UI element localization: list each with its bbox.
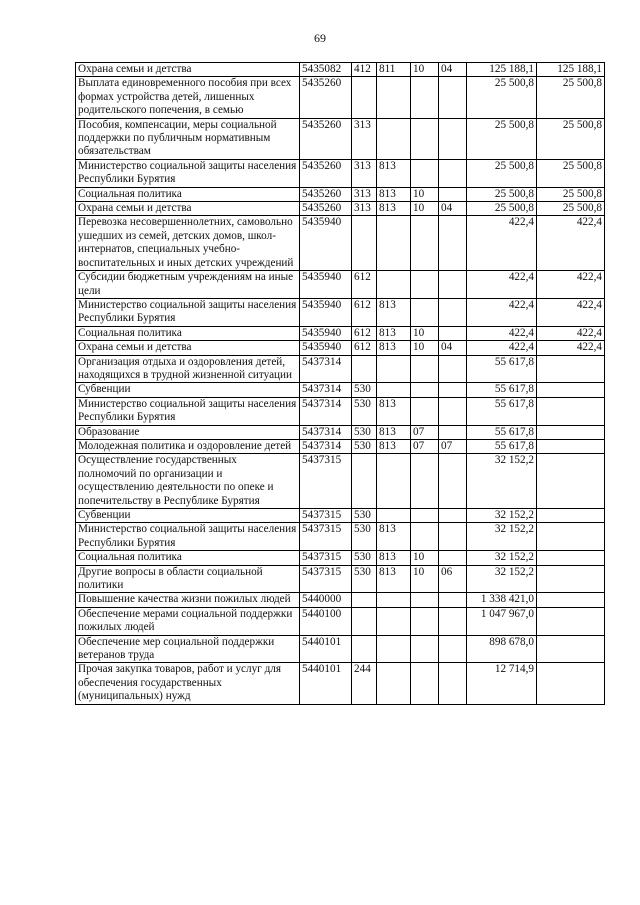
section-cell (411, 118, 439, 159)
subsection-cell (439, 509, 467, 523)
amount-1-cell: 55 617,8 (467, 383, 537, 397)
item-name-cell: Социальная политика (76, 326, 300, 340)
department-cell: 813 (377, 187, 411, 201)
department-cell (377, 635, 411, 663)
subsection-cell: 04 (439, 341, 467, 355)
amount-1-cell: 12 714,9 (467, 663, 537, 704)
amount-1-cell: 55 617,8 (467, 439, 537, 453)
amount-2-cell (537, 439, 605, 453)
table-row (76, 607, 605, 635)
section-cell: 10 (411, 202, 439, 216)
target-code-cell: 5435260 (300, 187, 352, 201)
section-cell: 10 (411, 63, 439, 77)
item-name-cell: Перевозка несовершеннолетних, самовольно ушедших из семей, детских домов, школ-интернатов, специальных учебно-воспитательных и иных детских учреждений (76, 216, 300, 271)
item-name-cell: Социальная политика (76, 187, 300, 201)
department-cell: 813 (377, 523, 411, 551)
expense-type-cell: 244 (352, 663, 377, 704)
department-cell: 813 (377, 439, 411, 453)
item-name-cell: Организация отдыха и оздоровления детей, находящихся в трудной жизненной ситуации (76, 355, 300, 383)
target-code-cell: 5437315 (300, 565, 352, 593)
target-code-cell: 5435260 (300, 118, 352, 159)
amount-2-cell (537, 565, 605, 593)
amount-1-cell: 55 617,8 (467, 355, 537, 383)
subsection-cell (439, 271, 467, 299)
amount-1-cell: 32 152,2 (467, 454, 537, 509)
section-cell (411, 593, 439, 607)
item-name-cell: Осуществление государственных полномочий по организации и осуществлению деятельности по опеке и попечительству в Республике Бурятия (76, 454, 300, 509)
item-name-cell: Субсидии бюджетным учреждениям на иные цели (76, 271, 300, 299)
expense-type-cell: 530 (352, 397, 377, 425)
amount-2-cell: 25 500,8 (537, 118, 605, 159)
amount-2-cell: 422,4 (537, 341, 605, 355)
section-cell (411, 397, 439, 425)
target-code-cell: 5437314 (300, 397, 352, 425)
page-number: 69 (314, 31, 326, 45)
amount-2-cell: 25 500,8 (537, 187, 605, 201)
department-cell: 813 (377, 298, 411, 326)
amount-1-cell: 125 188,1 (467, 63, 537, 77)
budget-table (75, 62, 605, 705)
amount-2-cell: 422,4 (537, 216, 605, 271)
expense-type-cell: 313 (352, 159, 377, 187)
table-body (76, 63, 605, 705)
department-cell: 813 (377, 551, 411, 565)
amount-1-cell: 25 500,8 (467, 118, 537, 159)
amount-1-cell: 55 617,8 (467, 397, 537, 425)
amount-2-cell (537, 663, 605, 704)
department-cell: 811 (377, 63, 411, 77)
amount-1-cell: 25 500,8 (467, 187, 537, 201)
item-name-cell: Субвенции (76, 509, 300, 523)
amount-2-cell: 422,4 (537, 271, 605, 299)
department-cell (377, 118, 411, 159)
table-row (76, 439, 605, 453)
subsection-cell (439, 118, 467, 159)
section-cell (411, 298, 439, 326)
amount-2-cell: 422,4 (537, 298, 605, 326)
department-cell: 813 (377, 341, 411, 355)
target-code-cell: 5435260 (300, 159, 352, 187)
subsection-cell (439, 77, 467, 118)
table-row (76, 118, 605, 159)
section-cell: 10 (411, 565, 439, 593)
amount-1-cell: 422,4 (467, 326, 537, 340)
target-code-cell: 5435940 (300, 341, 352, 355)
amount-2-cell: 25 500,8 (537, 77, 605, 118)
subsection-cell (439, 663, 467, 704)
expense-type-cell: 313 (352, 118, 377, 159)
item-name-cell: Социальная политика (76, 551, 300, 565)
subsection-cell (439, 355, 467, 383)
table-row (76, 355, 605, 383)
subsection-cell (439, 216, 467, 271)
amount-2-cell: 422,4 (537, 326, 605, 340)
department-cell (377, 454, 411, 509)
table-row (76, 523, 605, 551)
amount-2-cell (537, 355, 605, 383)
subsection-cell: 06 (439, 565, 467, 593)
expense-type-cell (352, 77, 377, 118)
amount-2-cell (537, 454, 605, 509)
table-row (76, 593, 605, 607)
amount-2-cell: 25 500,8 (537, 159, 605, 187)
table-row (76, 271, 605, 299)
target-code-cell: 5440100 (300, 607, 352, 635)
item-name-cell: Министерство социальной защиты населения Республики Бурятия (76, 397, 300, 425)
subsection-cell (439, 607, 467, 635)
expense-type-cell (352, 355, 377, 383)
amount-1-cell: 1 338 421,0 (467, 593, 537, 607)
amount-2-cell (537, 523, 605, 551)
department-cell (377, 77, 411, 118)
section-cell (411, 454, 439, 509)
amount-1-cell: 1 047 967,0 (467, 607, 537, 635)
subsection-cell (439, 454, 467, 509)
subsection-cell: 07 (439, 439, 467, 453)
item-name-cell: Обеспечение мер социальной поддержки ветеранов труда (76, 635, 300, 663)
amount-1-cell: 422,4 (467, 271, 537, 299)
subsection-cell (439, 187, 467, 201)
item-name-cell: Охрана семьи и детства (76, 202, 300, 216)
table-row (76, 341, 605, 355)
amount-1-cell: 32 152,2 (467, 523, 537, 551)
table-row (76, 202, 605, 216)
target-code-cell: 5435940 (300, 326, 352, 340)
amount-2-cell (537, 425, 605, 439)
target-code-cell: 5435940 (300, 216, 352, 271)
table-row (76, 298, 605, 326)
table-row (76, 77, 605, 118)
subsection-cell (439, 635, 467, 663)
amount-2-cell: 125 188,1 (537, 63, 605, 77)
target-code-cell: 5437315 (300, 509, 352, 523)
table-row (76, 63, 605, 77)
section-cell (411, 523, 439, 551)
amount-1-cell: 32 152,2 (467, 565, 537, 593)
subsection-cell (439, 593, 467, 607)
item-name-cell: Повышение качества жизни пожилых людей (76, 593, 300, 607)
section-cell: 07 (411, 439, 439, 453)
expense-type-cell: 612 (352, 298, 377, 326)
table-row (76, 509, 605, 523)
section-cell (411, 635, 439, 663)
expense-type-cell: 530 (352, 425, 377, 439)
department-cell: 813 (377, 326, 411, 340)
department-cell: 813 (377, 159, 411, 187)
department-cell (377, 593, 411, 607)
table-row (76, 663, 605, 704)
subsection-cell (439, 425, 467, 439)
subsection-cell (439, 326, 467, 340)
target-code-cell: 5435082 (300, 63, 352, 77)
expense-type-cell: 612 (352, 326, 377, 340)
item-name-cell: Министерство социальной защиты населения Республики Бурятия (76, 159, 300, 187)
table-row (76, 635, 605, 663)
amount-1-cell: 32 152,2 (467, 509, 537, 523)
item-name-cell: Выплата единовременного пособия при всех формах устройства детей, лишенных родительского попечения, в семью (76, 77, 300, 118)
amount-1-cell: 422,4 (467, 341, 537, 355)
table-row (76, 454, 605, 509)
table-row (76, 326, 605, 340)
department-cell: 813 (377, 565, 411, 593)
item-name-cell: Молодежная политика и оздоровление детей (76, 439, 300, 453)
table-row (76, 159, 605, 187)
target-code-cell: 5437315 (300, 523, 352, 551)
amount-1-cell: 55 617,8 (467, 425, 537, 439)
target-code-cell: 5437315 (300, 454, 352, 509)
target-code-cell: 5440000 (300, 593, 352, 607)
section-cell (411, 271, 439, 299)
table-row (76, 397, 605, 425)
section-cell (411, 77, 439, 118)
amount-1-cell: 422,4 (467, 216, 537, 271)
department-cell (377, 271, 411, 299)
item-name-cell: Обеспечение мерами социальной поддержки пожилых людей (76, 607, 300, 635)
department-cell: 813 (377, 397, 411, 425)
item-name-cell: Субвенции (76, 383, 300, 397)
amount-2-cell (537, 551, 605, 565)
expense-type-cell (352, 607, 377, 635)
section-cell (411, 355, 439, 383)
target-code-cell: 5437315 (300, 551, 352, 565)
amount-1-cell: 32 152,2 (467, 551, 537, 565)
target-code-cell: 5435940 (300, 271, 352, 299)
amount-1-cell: 898 678,0 (467, 635, 537, 663)
target-code-cell: 5437314 (300, 355, 352, 383)
section-cell: 07 (411, 425, 439, 439)
amount-1-cell: 422,4 (467, 298, 537, 326)
table-row (76, 216, 605, 271)
department-cell: 813 (377, 202, 411, 216)
expense-type-cell: 313 (352, 202, 377, 216)
subsection-cell (439, 551, 467, 565)
subsection-cell (439, 397, 467, 425)
department-cell (377, 383, 411, 397)
section-cell (411, 509, 439, 523)
expense-type-cell (352, 454, 377, 509)
item-name-cell: Охрана семьи и детства (76, 341, 300, 355)
department-cell (377, 663, 411, 704)
section-cell (411, 216, 439, 271)
expense-type-cell: 530 (352, 383, 377, 397)
item-name-cell: Прочая закупка товаров, работ и услуг для обеспечения государственных (муниципальных) нужд (76, 663, 300, 704)
amount-1-cell: 25 500,8 (467, 202, 537, 216)
section-cell (411, 383, 439, 397)
table-row (76, 565, 605, 593)
expense-type-cell: 530 (352, 523, 377, 551)
expense-type-cell: 530 (352, 565, 377, 593)
expense-type-cell (352, 593, 377, 607)
target-code-cell: 5437314 (300, 439, 352, 453)
target-code-cell: 5435260 (300, 77, 352, 118)
subsection-cell (439, 298, 467, 326)
section-cell: 10 (411, 326, 439, 340)
amount-2-cell: 25 500,8 (537, 202, 605, 216)
amount-2-cell (537, 607, 605, 635)
expense-type-cell: 612 (352, 271, 377, 299)
section-cell: 10 (411, 187, 439, 201)
item-name-cell: Другие вопросы в области социальной политики (76, 565, 300, 593)
amount-2-cell (537, 383, 605, 397)
item-name-cell: Пособия, компенсации, меры социальной поддержки по публичным нормативным обязательствам (76, 118, 300, 159)
department-cell: 813 (377, 425, 411, 439)
section-cell (411, 663, 439, 704)
expense-type-cell (352, 635, 377, 663)
target-code-cell: 5440101 (300, 635, 352, 663)
department-cell (377, 355, 411, 383)
item-name-cell: Министерство социальной защиты населения Республики Бурятия (76, 523, 300, 551)
section-cell (411, 159, 439, 187)
amount-1-cell: 25 500,8 (467, 159, 537, 187)
item-name-cell: Охрана семьи и детства (76, 63, 300, 77)
table-row (76, 383, 605, 397)
department-cell (377, 607, 411, 635)
section-cell: 10 (411, 551, 439, 565)
table-row (76, 551, 605, 565)
subsection-cell: 04 (439, 63, 467, 77)
amount-1-cell: 25 500,8 (467, 77, 537, 118)
target-code-cell: 5437314 (300, 383, 352, 397)
expense-type-cell: 530 (352, 439, 377, 453)
amount-2-cell (537, 635, 605, 663)
table-row (76, 425, 605, 439)
expense-type-cell (352, 216, 377, 271)
item-name-cell: Образование (76, 425, 300, 439)
subsection-cell (439, 159, 467, 187)
target-code-cell: 5440101 (300, 663, 352, 704)
expense-type-cell: 530 (352, 551, 377, 565)
section-cell: 10 (411, 341, 439, 355)
target-code-cell: 5435940 (300, 298, 352, 326)
amount-2-cell (537, 397, 605, 425)
subsection-cell: 04 (439, 202, 467, 216)
expense-type-cell: 313 (352, 187, 377, 201)
subsection-cell (439, 523, 467, 551)
table-row (76, 187, 605, 201)
target-code-cell: 5435260 (300, 202, 352, 216)
subsection-cell (439, 383, 467, 397)
expense-type-cell: 412 (352, 63, 377, 77)
department-cell (377, 216, 411, 271)
expense-type-cell: 530 (352, 509, 377, 523)
target-code-cell: 5437314 (300, 425, 352, 439)
item-name-cell: Министерство социальной защиты населения Республики Бурятия (76, 298, 300, 326)
expense-type-cell: 612 (352, 341, 377, 355)
amount-2-cell (537, 509, 605, 523)
amount-2-cell (537, 593, 605, 607)
department-cell (377, 509, 411, 523)
section-cell (411, 607, 439, 635)
